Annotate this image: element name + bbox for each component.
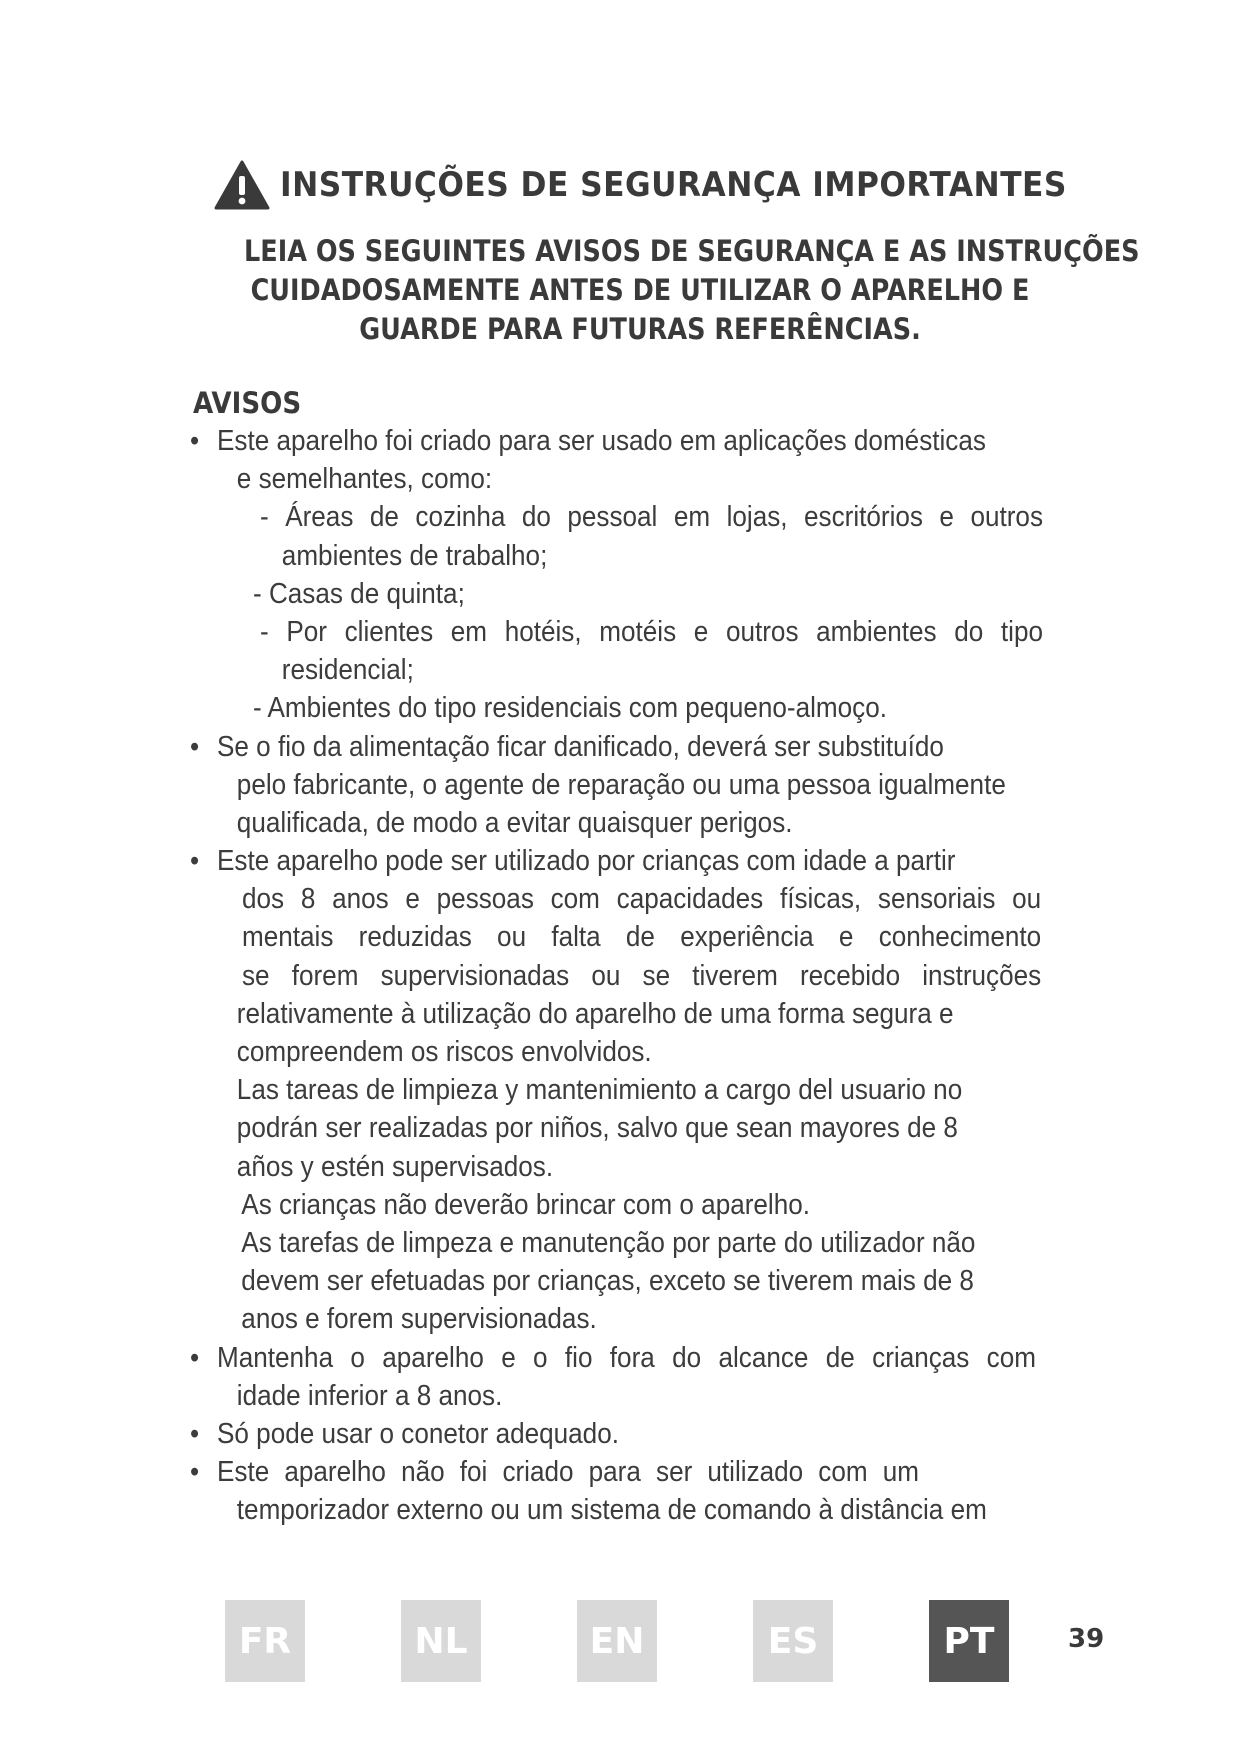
text-line-row [190,689,1036,727]
text-line-row [190,537,1036,575]
text-line: As tarefas de limpeza e manutenção por parte do utilizador não [241,1226,976,1259]
text-line-row [190,1109,1036,1147]
text-line-row [190,1377,1036,1415]
text-line-row [190,766,1036,804]
text-line: Este aparelho não foi criado para ser utilizado com um [217,1456,919,1489]
text-line-row [190,1491,1036,1529]
text-line: Só pode usar o conetor adequado. [217,1417,619,1450]
text-line: devem ser efetuadas por crianças, exceto se tiverem mais de 8 [241,1265,974,1298]
lang-tab-en[interactable]: EN [577,1600,657,1682]
text-line: residencial; [281,654,414,687]
bullet-icon: • [190,845,200,878]
subtitle-line: LEIA OS SEGUINTES AVISOS DE SEGURANÇA E AS INSTRUÇÕES [244,234,1140,268]
text-line: Este aparelho pode ser utilizado por crianças com idade a partir [217,845,956,878]
section-heading: AVISOS [193,386,302,420]
text-line-row [190,1224,1036,1262]
text-line-row [190,1148,1036,1186]
text-line: anos e forem supervisionadas. [241,1303,597,1336]
text-line-row [190,460,1036,498]
text-line-row [190,651,1036,689]
text-line: ambientes de trabalho; [281,539,548,572]
text-line: Se o fio da alimentação ficar danificado, deverá ser substituído [217,730,944,763]
text-line: e semelhantes, como: [236,463,493,496]
text-line-row [190,1033,1036,1071]
subtitle-line: CUIDADOSAMENTE ANTES DE UTILIZAR O APARELHO E [250,273,1030,307]
text-line-row [190,1262,1036,1300]
list-item [190,1453,1036,1491]
text-line: podrán ser realizadas por niños, salvo que sean mayores de 8 [236,1112,958,1145]
bullet-icon: • [190,1456,200,1489]
text-line-row [190,1186,1036,1224]
text-line-row [190,995,1036,1033]
text-line-row [190,1071,1036,1109]
title-row [214,160,1094,210]
list-item [190,842,1036,880]
list-item [190,1415,1036,1453]
bullet-icon: • [190,1417,200,1450]
lang-tab-pt[interactable]: PT [929,1600,1009,1682]
page-title: INSTRUÇÕES DE SEGURANÇA IMPORTANTES [280,165,1067,205]
page-number: 39 [1068,1624,1105,1654]
lang-tab-fr[interactable]: FR [225,1600,305,1682]
text-line: As crianças não deverão brincar com o aparelho. [241,1188,811,1221]
list-item [190,1339,1036,1377]
text-line: - Áreas de cozinha do pessoal em lojas, escritórios e outros [260,501,1043,534]
subtitle-line: GUARDE PARA FUTURAS REFERÊNCIAS. [359,312,921,346]
text-line: temporizador externo ou um sistema de comando à distância em [236,1494,987,1527]
warning-triangle-icon [214,160,270,210]
list-item [190,728,1036,766]
text-line-row [190,1300,1036,1338]
text-line: - Ambientes do tipo residenciais com pequeno-almoço. [253,692,888,725]
text-line: Mantenha o aparelho e o fio fora do alcance de crianças com [217,1341,1036,1374]
lang-tab-es[interactable]: ES [753,1600,833,1682]
text-line: mentais reduzidas ou falta de experiência e conhecimento [242,921,1042,954]
bullet-icon: • [190,1341,200,1374]
subtitle [190,232,1140,349]
text-line: años y estén supervisados. [236,1150,554,1183]
text-line: relativamente à utilização do aparelho de uma forma segura e [236,997,954,1030]
text-line: se forem supervisionadas ou se tiverem recebido instruções [242,959,1042,992]
language-footer [0,1600,1241,1690]
text-line: Este aparelho foi criado para ser usado em aplicações domésticas [217,425,986,457]
text-line: - Casas de quinta; [253,577,465,610]
text-line: pelo fabricante, o agente de reparação ou uma pessoa igualmente [236,768,1006,801]
text-line: dos 8 anos e pessoas com capacidades físicas, sensoriais ou [242,883,1042,916]
text-line: idade inferior a 8 anos. [236,1379,503,1412]
text-line: Las tareas de limpieza y mantenimiento a cargo del usuario no [236,1074,963,1107]
text-line-row [190,804,1036,842]
warnings-list [190,422,1130,1529]
text-line: compreendem os riscos envolvidos. [236,1036,652,1068]
text-line: qualificada, de modo a evitar quaisquer perigos. [236,806,793,839]
bullet-icon: • [190,730,200,763]
bullet-icon: • [190,425,200,457]
text-line: - Por clientes em hotéis, motéis e outros ambientes do tipo [260,615,1043,648]
text-line-row [190,575,1036,613]
list-item [190,422,1036,460]
lang-tab-nl[interactable]: NL [401,1600,481,1682]
